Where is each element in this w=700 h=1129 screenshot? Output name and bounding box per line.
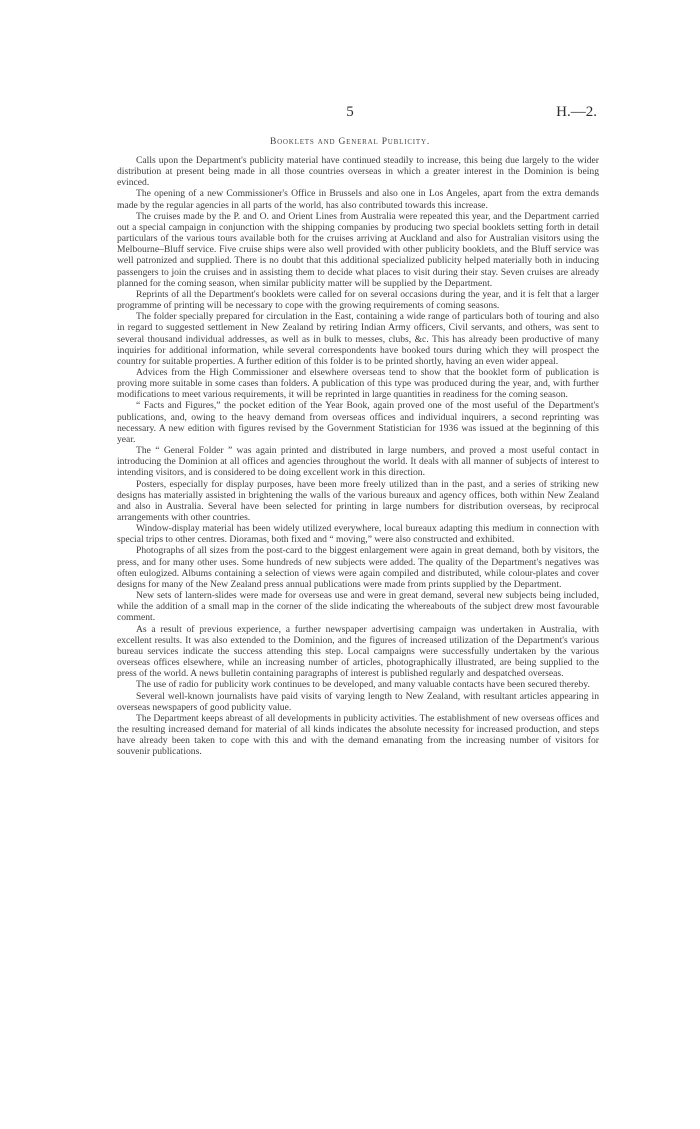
paragraph: Window-display material has been widely utilized everywhere, local bureaux adapting this medium in connection with special trips to other centres. Dioramas, both fixed and “ moving,” were also constructed and exhibited. xyxy=(117,523,599,546)
paragraph: “ Facts and Figures,” the pocket edition of the Year Book, again proved one of the most useful of the Department's publications, and, owing to the heavy demand from overseas offices and individual inquirers, a second reprinting was necessary. A new edition with figures revised by the Government Statistician for 1936 was issued at the beginning of this year. xyxy=(117,400,599,445)
paragraph: As a result of previous experience, a further newspaper advertising campaign was undertaken in Australia, with excellent results. It was also extended to the Dominion, and the figures of increased utilization of the Department's various bureau services indicate the success attending this step. Local campaigns were successfully undertaken by the various overseas offices elsewhere, while an increasing number of articles, photographically illustrated, are being supplied to the press of the world. A news bulletin containing paragraphs of interest is published regularly and despatched overseas. xyxy=(117,623,599,680)
paragraph: Calls upon the Department's publicity material have continued steadily to increase, this being due largely to the wider distribution at present being made in all those countries overseas in which a greater interest in the Dominion is being evinced. xyxy=(117,155,599,189)
paragraph: The use of radio for publicity work continues to be developed, and many valuable contacts have been secured thereby. xyxy=(136,679,590,691)
paragraph: The Department keeps abreast of all developments in publicity activities. The establishment of new overseas offices and the resulting increased demand for material of all kinds indicates the absolute necessity for increased production, and steps have already been taken to cope with this and with the demand emanating from the increasing number of visitors for souvenir publications. xyxy=(117,712,599,758)
paragraph: Posters, especially for display purposes, have been more freely utilized than in the past, and a series of striking new designs has materially assisted in brightening the walls of the various bureaux and agency offices, both within New Zealand and also in Australia. Several have been selected for printing in large numbers for distribution overseas, by reciprocal arrangements with other countries. xyxy=(117,478,599,523)
paragraph: Advices from the High Commissioner and elsewhere overseas tend to show that the booklet form of publication is proving more suitable in some cases than folders. A publication of this type was produced during the year, and, with further modifications to meet various requirements, it will be reprinted in large quantities in readiness for the coming season. xyxy=(117,366,599,401)
page-number: 5 xyxy=(346,104,354,120)
paragraph: Several well-known journalists have paid visits of varying length to New Zealand, with resultant articles appearing in overseas newspapers of good publicity value. xyxy=(117,690,599,713)
paragraph: The opening of a new Commissioner's Office in Brussels and also one in Los Angeles, apart from the extra demands made by the regular agencies in all parts of the world, has also contributed towards this increase. xyxy=(117,188,599,211)
document-reference: H.—2. xyxy=(556,104,597,120)
paragraph: The cruises made by the P. and O. and Orient Lines from Australia were repeated this year, and the Department carried out a special campaign in conjunction with the shipping companies by producing two special booklets setting forth in detail particulars of the various tours available both for the cruises arriving at Auckland and also for Australian visitors using the Melbourne–Bluff service. Five cruise ships were also well provided with other publicity booklets, and the Bluff service was well patronized and supplied. There is no doubt that this additional specialized publicity helped materially both in inducing passengers to join the cruises and in assisting them to decide what places to visit during their stay. Seven cruises are already planned for the coming season, when similar publicity matter will be supplied by the Department. xyxy=(117,210,599,289)
body-text xyxy=(117,155,599,757)
paragraph: Photographs of all sizes from the post-card to the biggest enlargement were again in great demand, both by visitors, the press, and for many other uses. Some hundreds of new subjects were added. The quality of the Department's negatives was often eulogized. Albums containing a selection of views were again compiled and distributed, while colour-plates and cover designs for many of the New Zealand press annual publications were made from prints supplied by the Department. xyxy=(117,545,599,590)
paragraph: The “ General Folder ” was again printed and distributed in large numbers, and proved a most useful contact in introducing the Dominion at all offices and agencies throughout the world. It deals with all manner of subjects of interest to intending visitors, and is considered to be doing excellent work in this direction. xyxy=(117,445,599,479)
section-heading: Booklets and General Publicity. xyxy=(269,137,431,147)
paragraph: Reprints of all the Department's booklets were called for on several occasions during the year, and it is felt that a larger programme of printing will be necessary to cope with the growing requirements of coming seasons. xyxy=(117,288,599,312)
paragraph: The folder specially prepared for circulation in the East, containing a wide range of particulars both of touring and also in regard to suggested settlement in New Zealand by retiring Indian Army officers, Civil servants, and others, was sent to several thousand individual addresses, as well as in bulk to messes, clubs, &c. This has already been productive of many inquiries for additional information, while several correspondents have booked tours during which they will prospect the country for suitable properties. A further edition of this folder is to be printed shortly, having an even wider appeal. xyxy=(117,311,599,367)
paragraph: New sets of lantern-slides were made for overseas use and were in great demand, several new subjects being included, while the addition of a small map in the corner of the slide indicating the whereabouts of the subject drew most favourable comment. xyxy=(117,590,599,624)
